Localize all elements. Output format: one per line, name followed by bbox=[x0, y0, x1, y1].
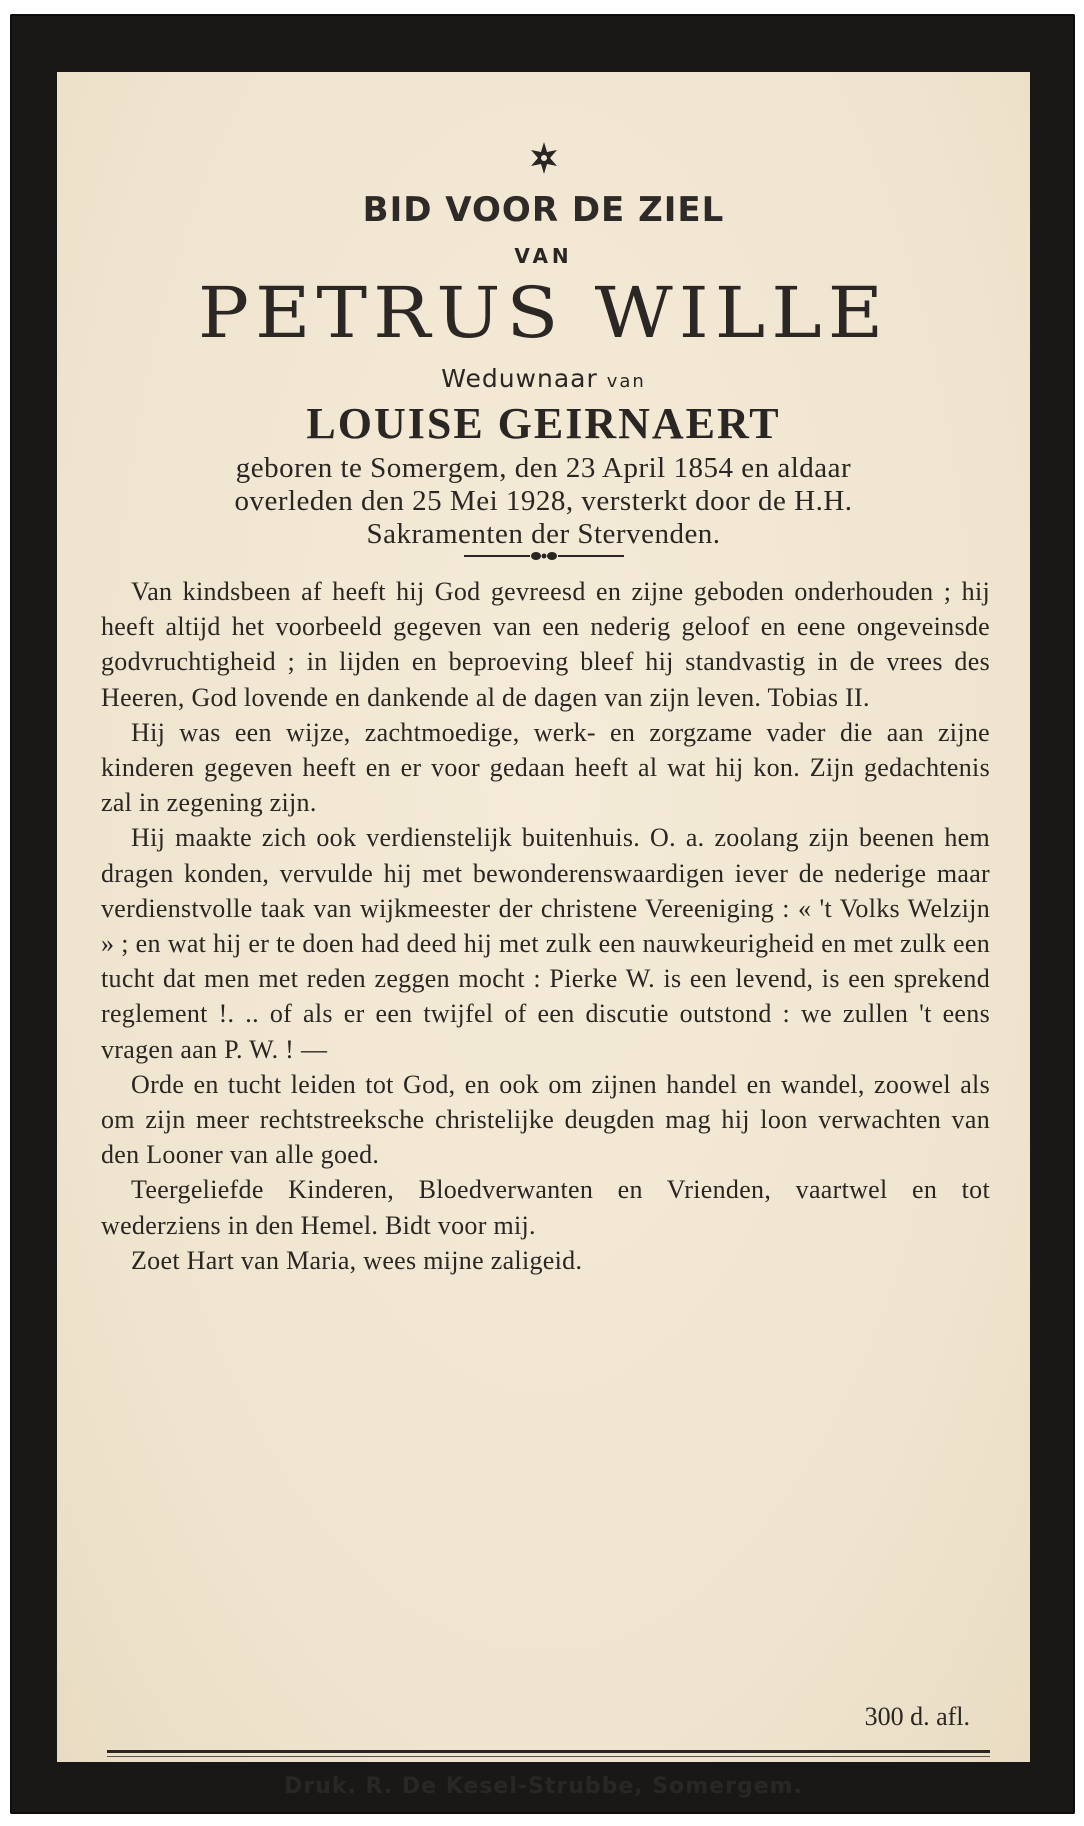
intro-line: overleden den 25 Mei 1928, versterkt door de H.H. bbox=[234, 485, 853, 517]
paragraph: Teergeliefde Kinderen, Bloedverwanten en Vrienden, vaartwel en tot wederziens in den Hemel. Bidt voor mij. bbox=[101, 1175, 990, 1240]
paragraph: Hij maakte zich ook verdienstelijk buitenhuis. O. a. zoolang zijn beenen hem dragen konden, vervulde hij met bewonderenswaardigen iever de nederige maar verdienstvolle taak van wijkmeester der christene Vereeniging : « 't Volks Welzijn » ; en wat hij er te doen had deed hij met zulk een nauwkeurigheid en met zulk een tucht dat men met reden zeggen mocht : Pierke W. is een levend, is een sprekend reglement !. .. of als er een twijfel of een discutie outstond : we zullen 't eens vragen aan P. W. ! — bbox=[101, 823, 990, 1064]
printer-credit: Druk. R. De Kesel-Strubbe, Somergem. bbox=[284, 1774, 803, 1799]
deceased-name: PETRUS WILLE bbox=[197, 271, 890, 354]
intro-line: Sakramenten der Stervenden. bbox=[366, 518, 721, 550]
mourning-border bbox=[10, 14, 1075, 1814]
ornament-divider bbox=[57, 548, 1030, 567]
memorial-text bbox=[101, 574, 990, 1278]
widower-label: Weduwnaar bbox=[441, 364, 598, 393]
indulgence-note: 300 d. afl. bbox=[864, 1702, 970, 1731]
spouse-name: LOUISE GEIRNAERT bbox=[306, 399, 781, 448]
widower-line bbox=[57, 364, 1030, 393]
widower-van: van bbox=[606, 371, 646, 392]
paragraph: Orde en tucht leiden tot God, en ook om zijnen handel en wandel, zoowel als om zijn meer rechtstreeksche christelijke deugden mag hij loon verwachten van den Looner van alle goed. bbox=[101, 1069, 990, 1170]
intro-line: geboren te Somergem, den 23 April 1854 en aldaar bbox=[235, 452, 852, 484]
paragraph: Hij was een wijze, zachtmoedige, werk- en zorgzame vader die aan zijne kinderen gegeven heeft en er voor gedaan heeft al wat hij kon. Zijn gedachtenis zal in zegening zijn. bbox=[101, 717, 990, 818]
cross-icon bbox=[57, 138, 1030, 182]
van-label: VAN bbox=[514, 244, 573, 268]
prayer-heading: BID VOOR DE ZIEL bbox=[362, 190, 725, 230]
memorial-card bbox=[57, 72, 1030, 1799]
footer-rule bbox=[107, 1750, 990, 1753]
birth-death-info bbox=[101, 452, 986, 551]
footer-rule-thin bbox=[107, 1756, 990, 1757]
paragraph: Zoet Hart van Maria, wees mijne zaligeid. bbox=[131, 1245, 583, 1275]
paragraph: Van kindsbeen af heeft hij God gevreesd en zijne geboden onderhouden ; hij heeft altijd het voorbeeld gegeven van een nederig geloof en eene ongeveinsde godvruchtigheid ; in lijden en beproeving bleef hij standvastig in de vrees des Heeren, God lovende en dankende al de dagen van zijn leven. Tobias II. bbox=[101, 577, 990, 712]
